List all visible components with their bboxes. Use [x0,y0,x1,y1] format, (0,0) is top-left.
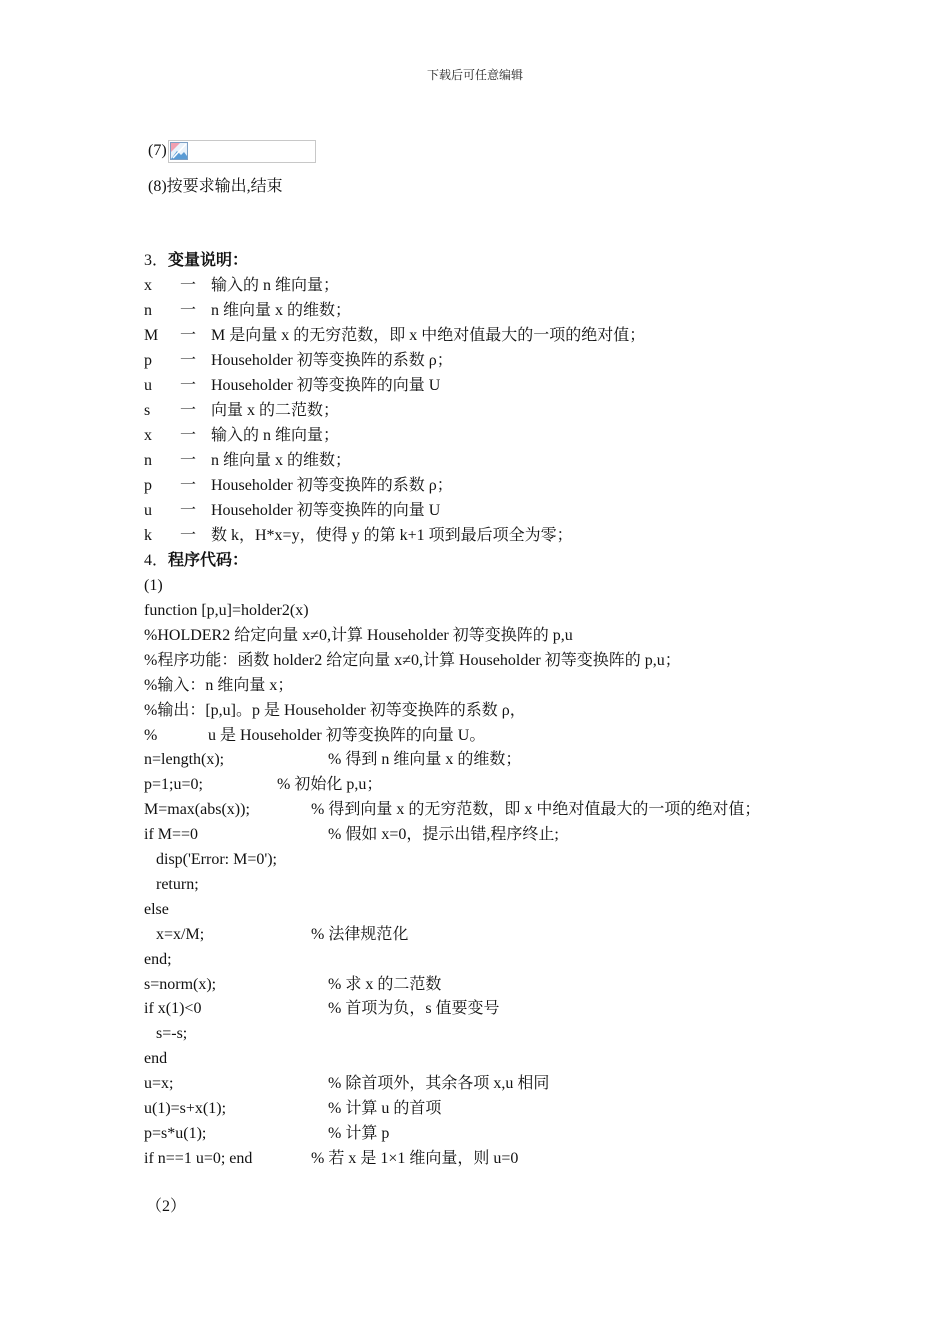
code-line [144,726,844,746]
code-comment: % 假如 x=0，提示出错,程序终止; [328,826,559,843]
code-text: else [144,901,169,918]
code-text: return; [144,876,199,893]
code-comment: % 若 x 是 1×1 维向量，则 u=0 [311,1150,519,1167]
variable-description: M 是向量 x 的无穷范数，即 x 中绝对值最大的一项的绝对值； [211,327,646,344]
variable-description: Householder 初等变换阵的系数 ρ； [211,352,453,369]
code-text: %程序功能：函数 holder2 给定向量 x≠0,计算 Householder 初等变换阵的 p,u； [144,652,681,669]
variable-dash: 一 [180,527,197,544]
variable-description: Householder 初等变换阵的向量 U [211,502,441,519]
variable-dash: 一 [180,352,197,369]
variable-dash: 一 [180,452,197,469]
code-text: %输出：[p,u]。p 是 Householder 初等变换阵的系数 ρ， [144,702,526,719]
variable-description: 输入的 n 维向量； [211,277,340,294]
code-text: x=x/M; [144,926,205,943]
code-line [144,850,844,870]
code-comment: % 首项为负，s 值要变号 [328,1000,500,1017]
code-text: end; [144,951,172,968]
code-line [144,925,844,945]
code-line [144,900,844,920]
variable-description: n 维向量 x 的维数； [211,302,352,319]
variable-name: x [144,277,152,294]
variable-name: k [144,527,152,544]
variable-description: n 维向量 x 的维数； [211,452,352,469]
page-header: 下载后可任意编辑 [426,68,523,82]
section-4-title: 程序代码： [168,552,249,569]
variable-name: p [144,352,152,369]
code-part-2-label: （2） [146,1198,187,1215]
broken-image-placeholder [168,140,316,163]
code-text: %输入：n 维向量 x； [144,677,294,694]
section-3-title: 变量说明： [168,252,249,269]
code-text: s=norm(x); [144,976,217,993]
code-comment: % 得到 n 维向量 x 的维数； [328,751,522,768]
code-comment: % 除首项外，其余各项 x,u 相同 [328,1075,550,1092]
code-comment: % 初始化 p,u； [277,776,383,793]
code-text: if M==0 [144,826,199,843]
code-text: u=x; [144,1075,174,1092]
code-comment: % 求 x 的二范数 [328,976,442,993]
code-line [144,1124,844,1144]
variable-description: Householder 初等变换阵的系数 ρ； [211,477,453,494]
code-line [144,975,844,995]
code-line [144,651,844,671]
code-line [144,626,844,646]
code-text: %HOLDER2 给定向量 x≠0,计算 Householder 初等变换阵的 p,u [144,627,573,644]
section-3-number: 3． [144,252,169,269]
code-part-1-label: (1) [144,577,163,594]
code-text: if n==1 u=0; end [144,1150,253,1167]
code-text: function [p,u]=holder2(x) [144,602,309,619]
code-line [144,825,844,845]
code-comment: % 法律规范化 [311,926,409,943]
variable-dash: 一 [180,402,197,419]
code-text: p=1;u=0; [144,776,203,793]
code-text: % [144,727,158,744]
variable-name: M [144,327,159,344]
section-4-heading [144,551,248,571]
code-text: p=s*u(1); [144,1125,207,1142]
variable-dash: 一 [180,377,197,394]
variable-dash: 一 [180,302,197,319]
variable-name: p [144,477,152,494]
code-line [144,701,844,721]
code-line [144,1024,844,1044]
section-4-number: 4． [144,552,169,569]
variable-dash: 一 [180,427,197,444]
code-text: u(1)=s+x(1); [144,1100,227,1117]
step-7 [148,140,316,163]
variable-name: s [144,402,151,419]
code-line [144,1049,844,1069]
variable-dash: 一 [180,327,197,344]
step-7-label: (7) [148,142,167,160]
code-line [144,750,844,770]
code-line [144,1074,844,1094]
variable-name: n [144,302,152,319]
variable-name: u [144,377,152,394]
code-text: if x(1)<0 [144,1000,202,1017]
code-line [144,800,844,820]
code-text: M=max(abs(x)); [144,801,250,818]
code-text: end [144,1050,168,1067]
code-comment: % 计算 p [328,1125,390,1142]
code-comment: u 是 Householder 初等变换阵的向量 U。 [208,727,486,744]
variable-dash: 一 [180,477,197,494]
variable-description: 数 k，H*x=y，使得 y 的第 k+1 项到最后项全为零； [211,527,573,544]
code-comment: % 计算 u 的首项 [328,1100,442,1117]
broken-image-icon [170,142,188,160]
variable-description: 向量 x 的二范数； [211,402,340,419]
code-line [144,875,844,895]
section-3-heading [144,251,248,271]
code-line [144,1099,844,1119]
code-line [144,676,844,696]
code-text: s=-s; [144,1025,188,1042]
step-8: (8)按要求输出,结束 [148,178,283,195]
variable-name: u [144,502,152,519]
variable-dash: 一 [180,502,197,519]
code-line [144,950,844,970]
variable-description: 输入的 n 维向量； [211,427,340,444]
variable-name: n [144,452,152,469]
variable-dash: 一 [180,277,197,294]
code-text: disp('Error: M=0'); [144,851,277,868]
variable-name: x [144,427,152,444]
variable-description: Householder 初等变换阵的向量 U [211,377,441,394]
code-comment: % 得到向量 x 的无穷范数，即 x 中绝对值最大的一项的绝对值； [311,801,761,818]
code-line [144,775,844,795]
code-line [144,999,844,1019]
code-line [144,1149,844,1169]
code-line [144,601,844,621]
code-text: n=length(x); [144,751,225,768]
